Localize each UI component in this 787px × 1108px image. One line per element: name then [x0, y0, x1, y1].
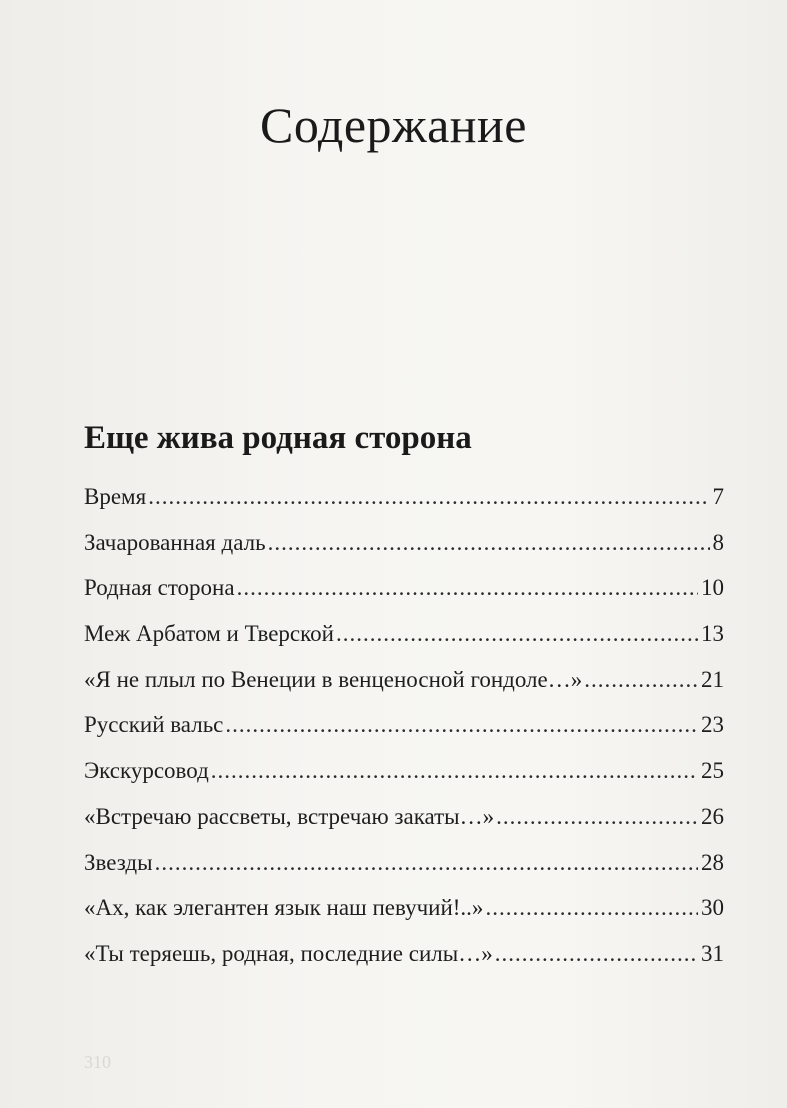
toc-entry: [84, 702, 724, 748]
toc-entry: [84, 611, 724, 657]
toc-entry-title: Русский вальс: [84, 712, 224, 738]
toc-entry-page: 30: [701, 895, 724, 921]
dot-leader: [155, 840, 698, 886]
toc-entry-page: 13: [701, 621, 724, 647]
toc-entry-title: «Ах, как элегантен язык наш певучий!..»: [84, 895, 484, 921]
toc-entry-page: 7: [712, 484, 724, 509]
toc-entry-title: Время: [84, 484, 147, 509]
dot-leader: [237, 565, 698, 611]
toc-entry-page: 25: [701, 758, 724, 784]
toc-entry-page: 31: [701, 940, 724, 966]
toc-entry-title: «Ты теряешь, родная, последние силы…»: [84, 940, 493, 966]
page-number: 310: [84, 1052, 111, 1072]
dot-leader: [485, 885, 698, 931]
toc-entry-title: Родная сторона: [84, 575, 235, 601]
toc-entry: [84, 840, 724, 886]
toc-entry-page: 21: [701, 666, 724, 692]
toc-entry-page: 23: [701, 712, 724, 738]
toc-entry-title: Экскурсовод: [84, 758, 209, 784]
toc-entry-title: Зачарованная даль: [84, 529, 266, 555]
dot-leader: [336, 611, 698, 657]
toc-entry-title: «Встречаю рассветы, встречаю закаты…»: [84, 803, 495, 829]
toc-entry-title: «Я не плыл по Венеции в венценосной гондоле…»: [84, 666, 583, 692]
toc-entry: [84, 748, 724, 794]
toc-entry: [84, 931, 724, 977]
toc-entry: [84, 885, 724, 931]
toc-entry: [84, 794, 724, 840]
dot-leader: [148, 474, 709, 520]
toc-entry-title: Меж Арбатом и Тверской: [84, 621, 334, 647]
page-title: Содержание: [260, 97, 527, 153]
dot-leader: [225, 702, 698, 748]
toc-entry-page: 28: [701, 849, 724, 875]
section-heading: Еще жива родная сторона: [84, 420, 472, 456]
toc-entry: [84, 565, 724, 611]
toc-entry: [84, 520, 724, 566]
dot-leader: [211, 748, 698, 794]
dot-leader: [496, 794, 698, 840]
dot-leader: [268, 520, 710, 566]
toc-entry-page: 10: [701, 575, 724, 601]
toc-entry-page: 26: [701, 803, 724, 829]
toc-entry-title: Звезды: [84, 849, 153, 875]
toc-entry-page: 8: [712, 529, 724, 555]
dot-leader: [584, 657, 698, 703]
dot-leader: [495, 931, 698, 977]
toc-entry: [84, 474, 724, 520]
table-of-contents: [84, 474, 724, 977]
toc-entry: [84, 657, 724, 703]
